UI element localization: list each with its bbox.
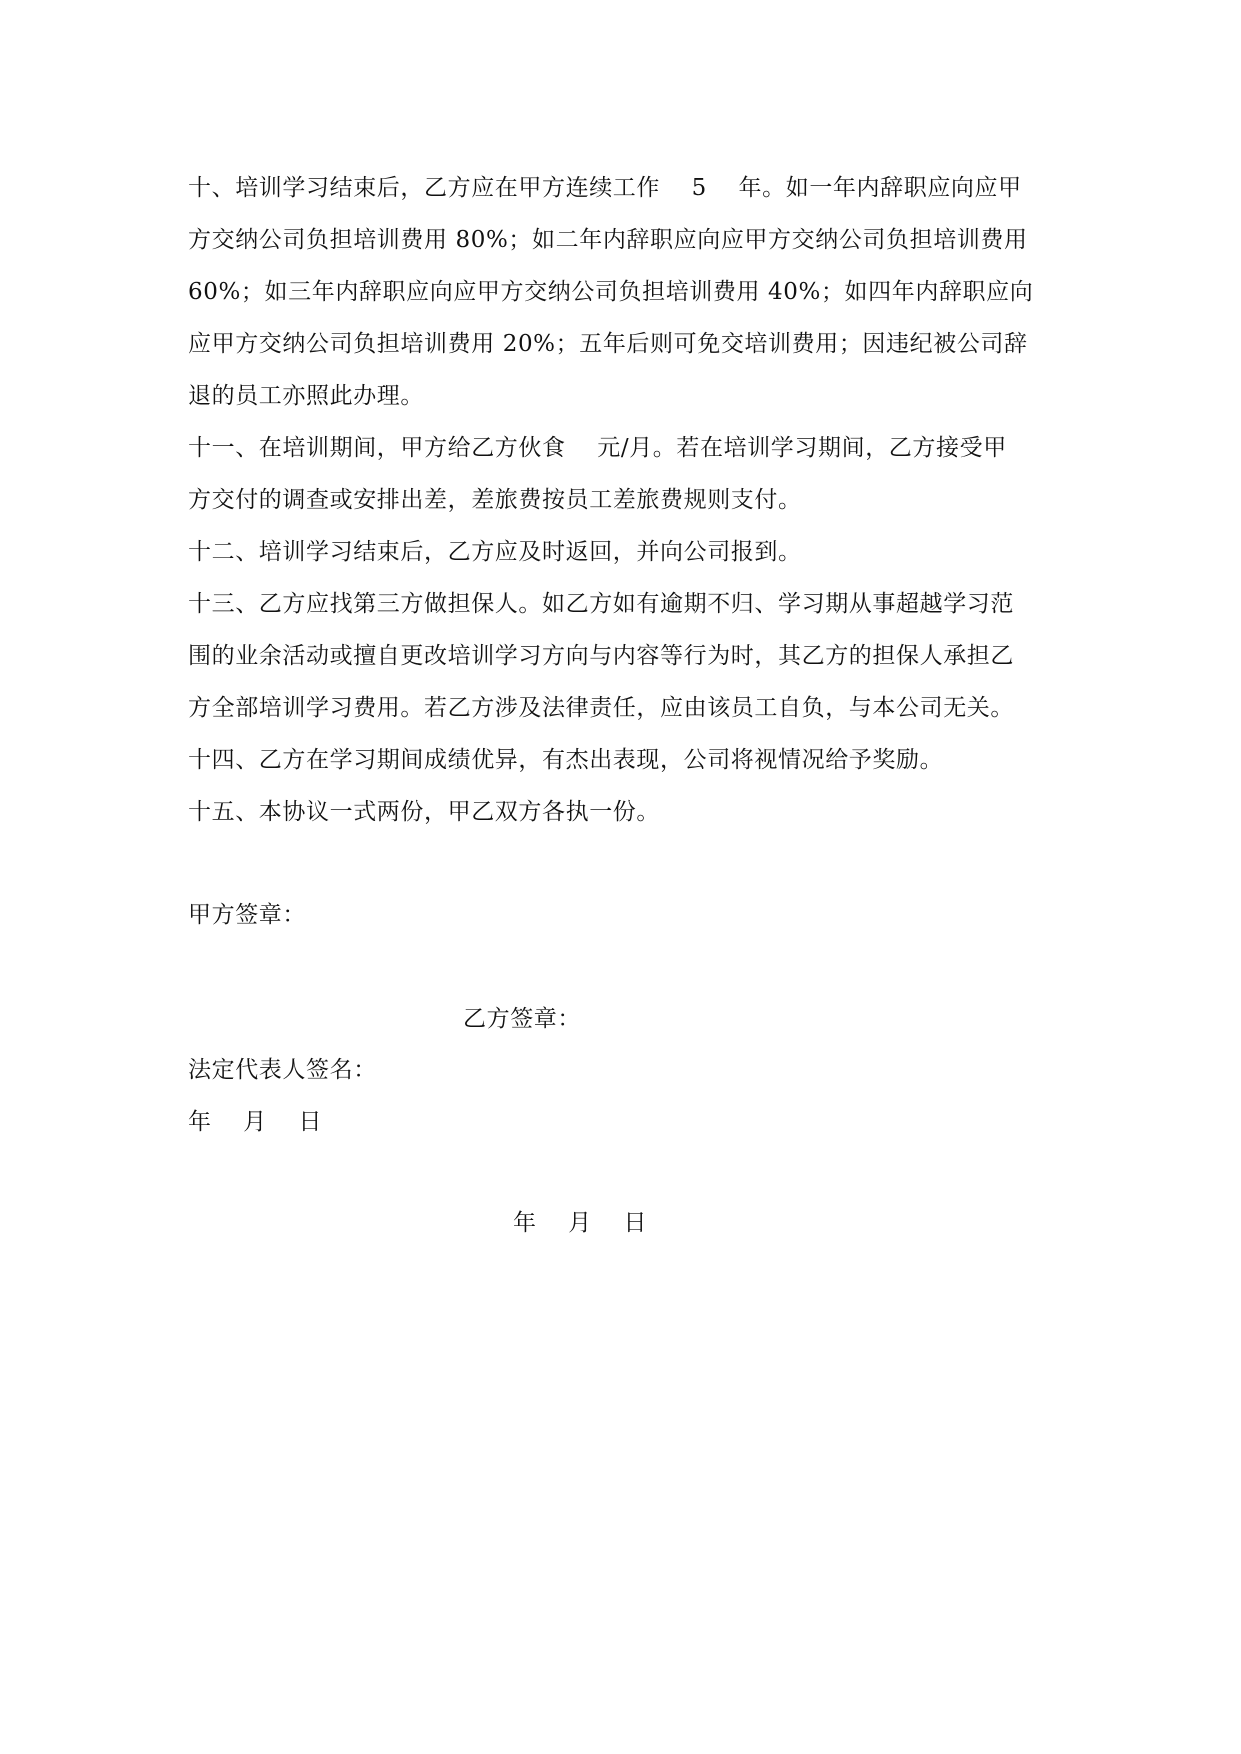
agreement-clauses: [188, 162, 1056, 838]
party-b-seal-label: 乙方签章：: [463, 1006, 581, 1032]
party-b-date-line: 年 月 日: [513, 1210, 648, 1236]
clause-15-line-1: 十五、本协议一式两份，甲乙双方各执一份。: [188, 799, 660, 825]
clause-11-line-2: 方交付的调查或安排出差，差旅费按员工差旅费规则支付。: [188, 487, 802, 513]
clause-11: [188, 422, 1056, 526]
party-a-seal-label: 甲方签章：: [188, 902, 306, 928]
clause-10-line-2: 方交纳公司负担培训费用 80%；如二年内辞职应向应甲方交纳公司负担培训费用: [188, 227, 1028, 253]
clause-11-line-1: 十一、在培训期间，甲方给乙方伙食 元/月。若在培训学习期间，乙方接受甲: [188, 435, 1007, 461]
clause-14-line-1: 十四、乙方在学习期间成绩优异，有杰出表现，公司将视情况给予奖励。: [188, 747, 944, 773]
party-a-date-line: 年 月 日: [188, 1109, 323, 1135]
clause-10-line-5: 退的员工亦照此办理。: [188, 383, 424, 409]
clause-10-line-4: 应甲方交纳公司负担培训费用 20%；五年后则可免交培训费用；因违纪被公司辞: [188, 331, 1028, 357]
clause-12-line-1: 十二、培训学习结束后，乙方应及时返回，并向公司报到。: [188, 539, 802, 565]
clause-13-line-2: 围的业余活动或擅自更改培训学习方向与内容等行为时，其乙方的担保人承担乙: [188, 643, 1014, 669]
clause-13-line-3: 方全部培训学习费用。若乙方涉及法律责任，应由该员工自负，与本公司无关。: [188, 695, 1014, 721]
clause-15: [188, 786, 1056, 838]
clause-13-line-1: 十三、乙方应找第三方做担保人。如乙方如有逾期不归、学习期从事超越学习范: [188, 591, 1014, 617]
clause-10-line-3: 60%；如三年内辞职应向应甲方交纳公司负担培训费用 40%；如四年内辞职应向: [188, 279, 1034, 305]
legal-rep-signature-label: 法定代表人签名：: [188, 1057, 377, 1083]
clause-10-line-1: 十、培训学习结束后，乙方应在甲方连续工作 5 年。如一年内辞职应向应甲: [188, 175, 1022, 201]
clause-14: [188, 734, 1056, 786]
clause-12: [188, 526, 1056, 578]
clause-10: [188, 162, 1056, 422]
clause-13: [188, 578, 1056, 734]
